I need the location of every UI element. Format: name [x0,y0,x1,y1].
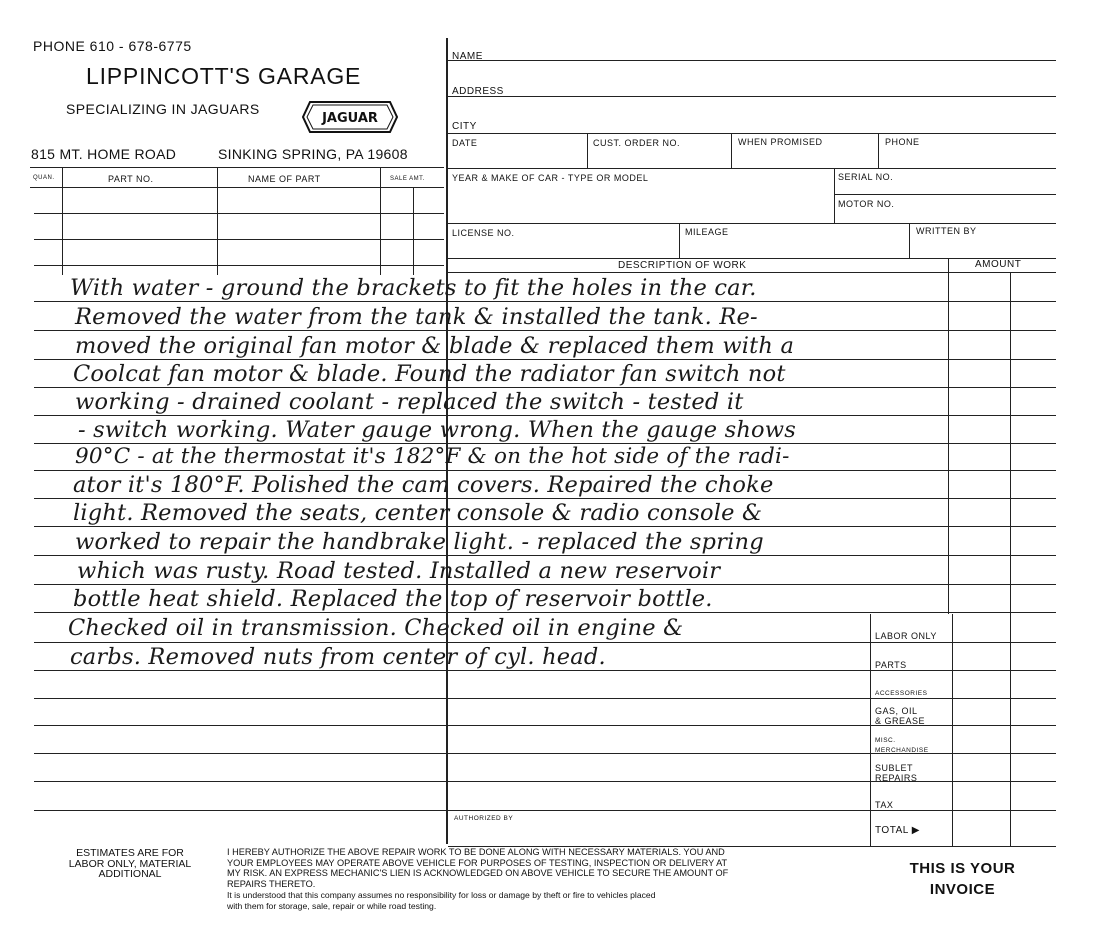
label-name: NAME [452,51,483,62]
parts-row-rule [34,265,444,266]
estimates-line: ADDITIONAL [98,868,162,880]
estimates-note [40,848,220,880]
ruled-line [34,584,1056,585]
serial-rule [834,194,1056,195]
label-parts: PARTS [875,660,907,670]
work-line: bottle heat shield. Replaced the top of reservoir bottle. [73,586,713,612]
estimates-line: LABOR ONLY, MATERIAL [68,857,192,870]
ruled-line [34,555,1056,556]
shop-address-city: SINKING SPRING, PA 19608 [218,146,408,162]
ruled-line [34,612,1056,613]
shop-address-street: 815 MT. HOME ROAD [31,146,177,162]
parts-table-top-rule [30,167,444,168]
col-rule [909,223,910,258]
label-total: TOTAL ▶ [875,825,920,836]
label-accessories: ACCESSORIES [875,690,928,697]
totals-amount-rule [952,614,953,846]
label-address: ADDRESS [452,86,504,97]
label-cust-order-no: CUST. ORDER NO. [593,138,681,148]
ruled-line [34,670,1056,671]
header-quan: QUAN. [33,175,55,181]
invoice-notice [890,858,1035,900]
label-labor-only: LABOR ONLY [875,631,937,641]
description-of-work-header: DESCRIPTION OF WORK [618,260,747,271]
header-part-no: PART NO. [108,174,154,184]
label-sublet: SUBLET [875,763,914,773]
label-gas-oil: GAS, OIL [875,706,918,716]
jaguar-logo [302,101,398,133]
work-line: carbs. Removed nuts from center of cyl. head. [70,644,606,670]
disclaimer-line: It is understood that this company assumes no responsibility for loss or damage by theft or fire to vehicles placed [227,890,656,900]
label-written-by: WRITTEN BY [916,226,977,236]
label-date: DATE [452,138,478,148]
ruled-line [34,415,1056,416]
col-rule [62,167,63,275]
label-when-promised: WHEN PROMISED [738,137,823,147]
label-phone: PHONE [885,137,920,147]
work-line: 90°C - at the thermostat it's 182°F & on the hot side of the radi- [75,444,790,469]
label-merchandise: MERCHANDISE [875,747,929,754]
amount-header: AMOUNT [975,259,1022,270]
work-line: light. Removed the seats, center console & radio console & [73,500,763,526]
amount-col-rule [948,258,949,614]
totals-label-rule [870,614,871,846]
invoice-line: INVOICE [929,881,996,898]
work-line: ator it's 180°F. Polished the cam covers. Repaired the choke [73,472,774,498]
shop-phone: PHONE 610 - 678-6775 [33,38,192,54]
authorization-line: YOUR EMPLOYEES MAY OPERATE ABOVE VEHICLE FOR PURPOSES OF TESTING, INSPECTION OR DELIVERY AT [227,857,728,868]
disclaimer-line: with them for storage, sale, repair or while road testing. [227,900,437,911]
label-misc: MISC. [875,737,896,744]
label-tax: TAX [875,800,894,810]
work-line: which was rusty. Road tested. Installed a new reservoir [77,558,721,584]
col-rule [217,167,218,275]
shop-specialty: SPECIALIZING IN JAGUARS [66,101,260,117]
shop-name: LIPPINCOTT'S GARAGE [86,63,362,89]
work-line: - switch working. Water gauge wrong. When the gauge shows [78,417,796,443]
label-mileage: MILEAGE [685,227,729,237]
label-license-no: LICENSE NO. [452,228,515,238]
ruled-line [34,698,1056,699]
work-line: Coolcat fan motor & blade. Found the radiator fan switch not [73,361,786,387]
ruled-line [34,301,1056,302]
ruled-line [34,470,1056,471]
label-city: CITY [452,121,477,132]
work-line: Checked oil in transmission. Checked oil in engine & [68,615,684,641]
authorization-line: I HEREBY AUTHORIZE THE ABOVE REPAIR WORK TO BE DONE ALONG WITH NECESSARY MATERIALS. YOU AND [227,847,725,857]
col-rule [878,133,879,168]
ruled-line [34,498,1056,499]
col-rule [413,187,414,275]
work-line: working - drained coolant - replaced the switch - tested it [75,389,744,415]
ruled-line [34,810,1056,811]
city-rule [448,133,1056,134]
label-authorized-by: AUTHORIZED BY [454,815,514,822]
logo-text: JAGUAR [322,111,378,126]
ruled-line [34,359,1056,360]
name-rule [448,60,1056,61]
col-rule [834,168,835,223]
ruled-line [34,526,1056,527]
parts-row-rule [34,213,444,214]
date-row-rule [448,168,1056,169]
parts-row-rule [34,239,444,240]
license-row-rule [448,258,1056,259]
label-grease: & GREASE [875,716,926,726]
authorization-text [227,847,728,889]
authorization-line: MY RISK. AN EXPRESS MECHANIC'S LIEN IS ACKNOWLEDGED ON ABOVE VEHICLE TO SECURE THE AMOUNT OF [227,868,729,878]
work-line: moved the original fan motor & blade & replaced them with a [75,333,795,359]
header-name-of-part: NAME OF PART [248,174,321,184]
col-rule [587,133,588,168]
work-line: worked to repair the handbrake light. - replaced the spring [75,529,764,555]
parts-table-header-rule [30,187,444,188]
ruled-line [34,387,1056,388]
label-serial-no: SERIAL NO. [838,172,894,182]
work-line: Removed the water from the tank & installed the tank. Re- [75,304,758,330]
ruled-line [34,642,1056,643]
label-year-make: YEAR & MAKE OF CAR - TYPE OR MODEL [452,173,649,183]
description-header-rule [448,272,1056,273]
invoice-line: THIS IS YOUR [909,860,1016,877]
header-sale-amt: SALE AMT. [390,176,425,182]
col-rule [679,223,680,258]
col-rule [731,133,732,168]
work-line: With water - ground the brackets to fit the holes in the car. [70,275,757,301]
ruled-line [34,330,1056,331]
disclaimer-text [227,890,655,911]
estimates-line: ESTIMATES ARE FOR [76,847,184,859]
col-rule [380,167,381,275]
label-repairs: REPAIRS [875,773,918,783]
label-motor-no: MOTOR NO. [838,199,895,209]
address-rule [448,96,1056,97]
authorization-line: REPAIRS THERETO. [227,878,316,889]
vehicle-row-rule [448,223,1056,224]
